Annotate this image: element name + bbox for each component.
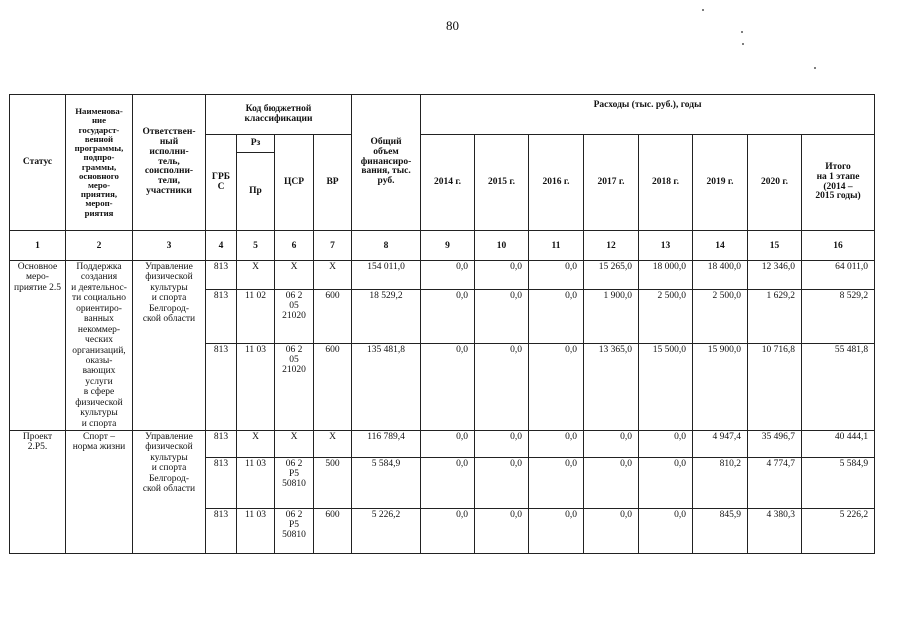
column-number: 5 — [237, 231, 275, 261]
year-value-cell: 0,0 — [475, 431, 529, 458]
header-expenses: Расходы (тыс. руб.), годы — [421, 95, 875, 135]
year-value-cell: 10 716,8 — [748, 343, 802, 430]
year-value-cell: 12 346,0 — [748, 261, 802, 290]
stage-total-cell: 40 444,1 — [802, 431, 875, 458]
year-value-cell: 0,0 — [529, 261, 584, 290]
year-value-cell: 0,0 — [529, 343, 584, 430]
year-value-cell: 0,0 — [584, 509, 639, 554]
year-value-cell: 0,0 — [639, 509, 693, 554]
column-number: 1 — [10, 231, 66, 261]
page-number: 80 — [446, 18, 459, 33]
year-value-cell: 18 000,0 — [639, 261, 693, 290]
column-number: 2 — [66, 231, 133, 261]
year-value-cell: 0,0 — [529, 458, 584, 509]
header-rz: Рз — [237, 135, 275, 153]
table-body — [10, 231, 875, 554]
year-value-cell: 845,9 — [693, 509, 748, 554]
header-total: Общий объем финансиро- вания, тыс. руб. — [352, 95, 421, 231]
status-cell: Основное меро- приятие 2.5 — [10, 261, 66, 431]
year-value-cell: 0,0 — [421, 509, 475, 554]
rz-pr-cell: 11 03 — [237, 343, 275, 430]
header-grbs: ГРБ С — [206, 135, 237, 231]
year-value-cell: 15 265,0 — [584, 261, 639, 290]
year-value-cell: 0,0 — [421, 458, 475, 509]
column-number: 8 — [352, 231, 421, 261]
column-number: 14 — [693, 231, 748, 261]
year-value-cell: 0,0 — [475, 290, 529, 344]
total-cell: 116 789,4 — [352, 431, 421, 458]
program-name-cell: Спорт – норма жизни — [66, 431, 133, 554]
year-value-cell: 13 365,0 — [584, 343, 639, 430]
header-vr: ВР — [314, 135, 352, 231]
grbs-cell: 813 — [206, 458, 237, 509]
header-year-2018: 2018 г. — [639, 135, 693, 231]
csr-cell: 06 2 05 21020 — [275, 343, 314, 430]
year-value-cell: 4 774,7 — [748, 458, 802, 509]
vr-cell: Х — [314, 261, 352, 290]
table-row — [10, 431, 875, 458]
table-header — [10, 95, 875, 231]
stage-total-cell: 64 011,0 — [802, 261, 875, 290]
rz-pr-cell: 11 03 — [237, 509, 275, 554]
column-number: 4 — [206, 231, 237, 261]
header-status: Статус — [10, 95, 66, 231]
year-value-cell: 2 500,0 — [639, 290, 693, 344]
year-value-cell: 0,0 — [584, 431, 639, 458]
column-numbers-row — [10, 231, 875, 261]
csr-cell: 06 2 Р5 50810 — [275, 458, 314, 509]
year-value-cell: 35 496,7 — [748, 431, 802, 458]
header-budget-code: Код бюджетной классификации — [206, 95, 352, 135]
rz-pr-cell: 11 02 — [237, 290, 275, 344]
header-year-2014: 2014 г. — [421, 135, 475, 231]
column-number: 13 — [639, 231, 693, 261]
year-value-cell: 810,2 — [693, 458, 748, 509]
column-number: 16 — [802, 231, 875, 261]
total-cell: 18 529,2 — [352, 290, 421, 344]
column-number: 6 — [275, 231, 314, 261]
stage-total-cell: 8 529,2 — [802, 290, 875, 344]
year-value-cell: 1 900,0 — [584, 290, 639, 344]
status-cell: Проект 2.Р5. — [10, 431, 66, 554]
vr-cell: 600 — [314, 290, 352, 344]
total-cell: 5 584,9 — [352, 458, 421, 509]
header-year-2016: 2016 г. — [529, 135, 584, 231]
year-value-cell: 18 400,0 — [693, 261, 748, 290]
year-value-cell: 0,0 — [421, 290, 475, 344]
scan-speck — [741, 31, 743, 33]
year-value-cell: 15 900,0 — [693, 343, 748, 430]
grbs-cell: 813 — [206, 261, 237, 290]
table-row — [10, 261, 875, 290]
grbs-cell: 813 — [206, 509, 237, 554]
total-cell: 154 011,0 — [352, 261, 421, 290]
rz-pr-cell: Х — [237, 261, 275, 290]
total-cell: 5 226,2 — [352, 509, 421, 554]
scan-speck — [814, 67, 816, 69]
csr-cell: Х — [275, 261, 314, 290]
grbs-cell: 813 — [206, 290, 237, 344]
header-year-2020: 2020 г. — [748, 135, 802, 231]
rz-pr-cell: 11 03 — [237, 458, 275, 509]
vr-cell: Х — [314, 431, 352, 458]
year-value-cell: 0,0 — [475, 261, 529, 290]
header-csr: ЦСР — [275, 135, 314, 231]
budget-table — [9, 94, 875, 554]
year-value-cell: 4 380,3 — [748, 509, 802, 554]
vr-cell: 600 — [314, 509, 352, 554]
csr-cell: 06 2 05 21020 — [275, 290, 314, 344]
year-value-cell: 15 500,0 — [639, 343, 693, 430]
scan-speck — [702, 9, 704, 11]
year-value-cell: 0,0 — [475, 509, 529, 554]
grbs-cell: 813 — [206, 431, 237, 458]
year-value-cell: 0,0 — [584, 458, 639, 509]
year-value-cell: 0,0 — [529, 509, 584, 554]
csr-cell: Х — [275, 431, 314, 458]
year-value-cell: 0,0 — [475, 458, 529, 509]
year-value-cell: 2 500,0 — [693, 290, 748, 344]
header-year-2015: 2015 г. — [475, 135, 529, 231]
column-number: 12 — [584, 231, 639, 261]
year-value-cell: 1 629,2 — [748, 290, 802, 344]
scan-speck — [742, 43, 744, 45]
header-year-2019: 2019 г. — [693, 135, 748, 231]
header-executor: Ответствен- ный исполни- тель, соисполни- тели, участники — [133, 95, 206, 231]
year-value-cell: 0,0 — [529, 431, 584, 458]
year-value-cell: 0,0 — [475, 343, 529, 430]
vr-cell: 500 — [314, 458, 352, 509]
header-program: Наименова- ние государст- венной программы, подпро- граммы, основного меро- приятия, мероп- риятия — [66, 95, 133, 231]
column-number: 7 — [314, 231, 352, 261]
header-stage-total: Итого на 1 этапе (2014 – 2015 годы) — [802, 135, 875, 231]
year-value-cell: 0,0 — [421, 431, 475, 458]
header-year-2017: 2017 г. — [584, 135, 639, 231]
column-number: 10 — [475, 231, 529, 261]
total-cell: 135 481,8 — [352, 343, 421, 430]
column-number: 9 — [421, 231, 475, 261]
csr-cell: 06 2 Р5 50810 — [275, 509, 314, 554]
stage-total-cell: 55 481,8 — [802, 343, 875, 430]
year-value-cell: 0,0 — [421, 261, 475, 290]
vr-cell: 600 — [314, 343, 352, 430]
column-number: 3 — [133, 231, 206, 261]
column-number: 11 — [529, 231, 584, 261]
stage-total-cell: 5 584,9 — [802, 458, 875, 509]
executor-cell: Управление физической культуры и спорта Белгород- ской области — [133, 431, 206, 554]
grbs-cell: 813 — [206, 343, 237, 430]
year-value-cell: 0,0 — [529, 290, 584, 344]
year-value-cell: 0,0 — [639, 458, 693, 509]
rz-pr-cell: Х — [237, 431, 275, 458]
year-value-cell: 4 947,4 — [693, 431, 748, 458]
header-pr: Пр — [237, 153, 275, 231]
column-number: 15 — [748, 231, 802, 261]
executor-cell: Управление физической культуры и спорта Белгород- ской области — [133, 261, 206, 431]
year-value-cell: 0,0 — [639, 431, 693, 458]
year-value-cell: 0,0 — [421, 343, 475, 430]
stage-total-cell: 5 226,2 — [802, 509, 875, 554]
program-name-cell: Поддержка создания и деятельнос- ти социально ориентиро- ванных некоммер- ческих организаций, оказы- вающих услуги в сфере физической культуры и спорта — [66, 261, 133, 431]
